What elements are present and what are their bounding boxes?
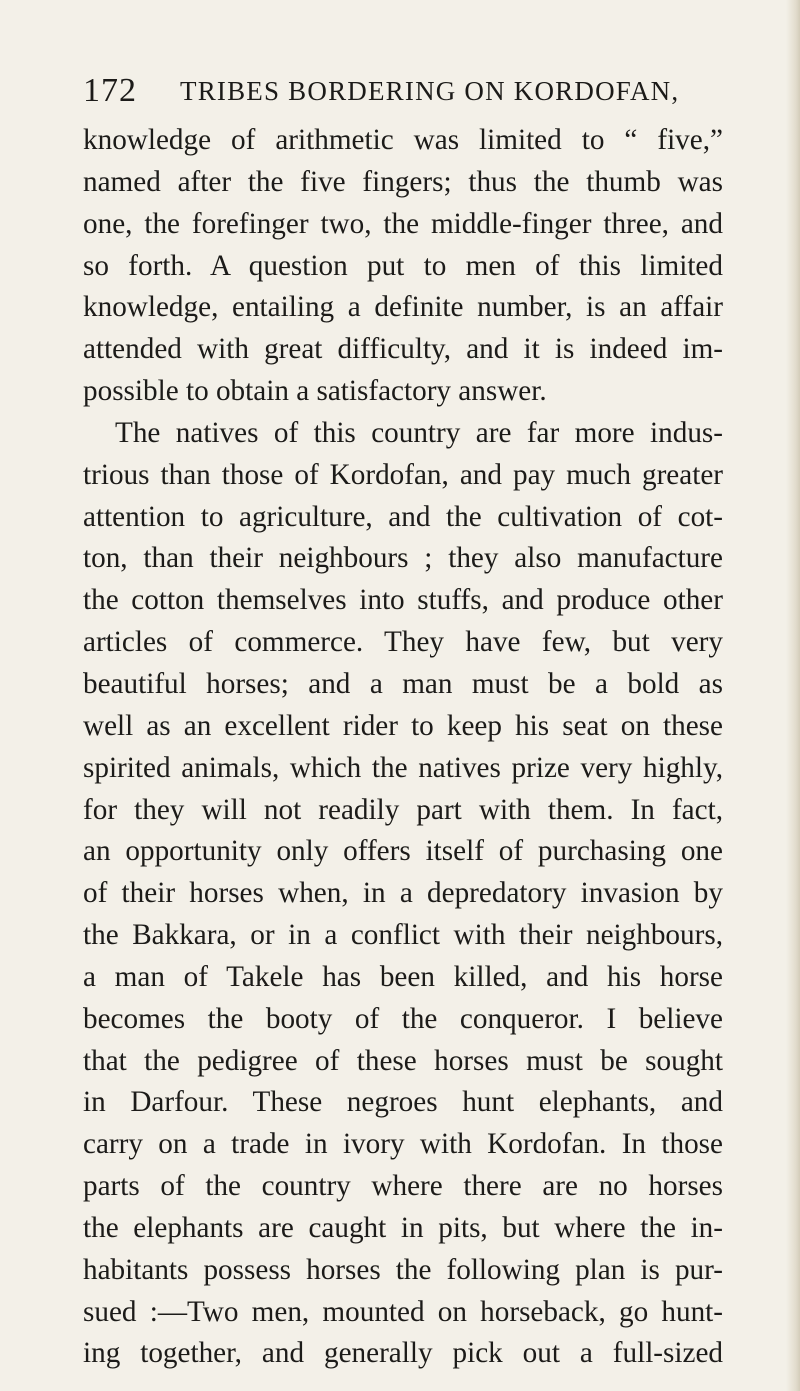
text-line: so forth. A question put to men of this limited	[83, 249, 723, 282]
page-header	[83, 72, 723, 112]
text-line: an opportunity only offers itself of purchasing one	[83, 835, 723, 868]
page-edge-shadow	[786, 0, 800, 1391]
text-line: ing together, and generally pick out a full-sized	[83, 1337, 723, 1370]
text-line: attended with great difficulty, and it is indeed im-	[83, 333, 723, 366]
text-line: habitants possess horses the following plan is pur-	[83, 1253, 723, 1286]
text-line: one, the forefinger two, the middle-finger three, and	[83, 207, 723, 240]
text-line: trious than those of Kordofan, and pay much greater	[83, 458, 723, 491]
text-line: that the pedigree of these horses must be sought	[83, 1044, 723, 1077]
text-line: parts of the country where there are no horses	[83, 1170, 723, 1203]
text-line: a man of Takele has been killed, and his horse	[83, 960, 723, 993]
text-line: The natives of this country are far more indus-	[115, 416, 723, 449]
text-line: knowledge of arithmetic was limited to “ five,”	[83, 124, 723, 156]
text-line: sued :—Two men, mounted on horseback, go hunt-	[83, 1295, 723, 1328]
text-line: knowledge, entailing a definite number, is an affair	[83, 291, 723, 324]
text-line: well as an excellent rider to keep his seat on these	[83, 709, 723, 742]
text-line: for they will not readily part with them. In fact,	[83, 793, 723, 826]
text-line: possible to obtain a satisfactory answer.	[83, 375, 547, 408]
running-head: TRIBES BORDERING ON KORDOFAN,	[180, 76, 680, 106]
text-line: becomes the booty of the conqueror. I believe	[83, 1002, 723, 1035]
text-line: beautiful horses; and a man must be a bold as	[83, 667, 723, 700]
text-line: articles of commerce. They have few, but very	[83, 626, 723, 659]
text-line: the Bakkara, or in a conflict with their neighbours,	[83, 919, 723, 952]
body-text	[83, 120, 723, 1375]
page-number: 172	[83, 72, 137, 109]
text-line: the elephants are caught in pits, but where the in-	[83, 1211, 723, 1244]
text-line: named after the five fingers; thus the thumb was	[83, 165, 723, 198]
text-line: in Darfour. These negroes hunt elephants, and	[83, 1086, 723, 1119]
text-line: carry on a trade in ivory with Kordofan. In those	[83, 1128, 723, 1161]
text-line: ton, than their neighbours ; they also manufacture	[83, 542, 723, 575]
text-line: attention to agriculture, and the cultivation of cot-	[83, 500, 723, 533]
text-line: spirited animals, which the natives prize very highly,	[83, 751, 723, 784]
text-line: of their horses when, in a depredatory invasion by	[83, 877, 723, 910]
text-line: the cotton themselves into stuffs, and produce other	[83, 584, 723, 617]
